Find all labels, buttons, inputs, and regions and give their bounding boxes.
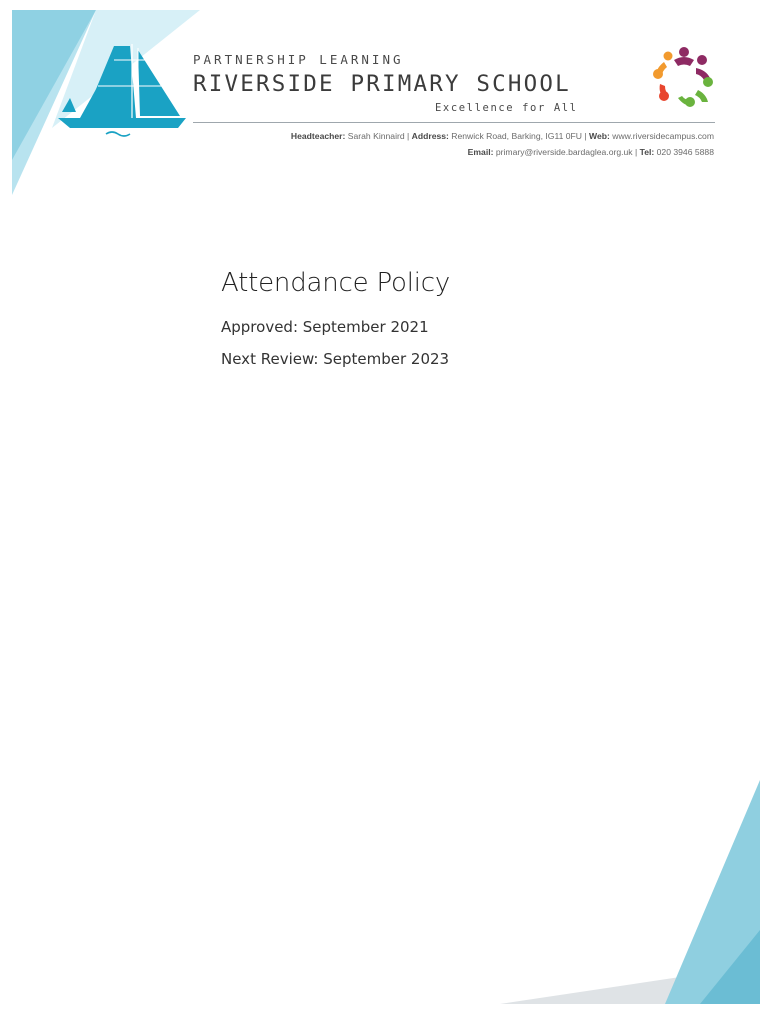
tel-label: Tel: bbox=[639, 147, 655, 157]
email-label: Email: bbox=[467, 147, 494, 157]
school-brand bbox=[193, 52, 571, 98]
web-link[interactable]: www.riversidecampus.com bbox=[612, 131, 714, 141]
next-review-date: Next Review: September 2023 bbox=[221, 350, 450, 368]
contact-line-2 bbox=[291, 144, 714, 160]
email-link[interactable]: primary@riverside.bardaglea.org.uk bbox=[495, 147, 633, 157]
school-tagline: Excellence for All bbox=[435, 102, 578, 114]
contact-line-1 bbox=[291, 128, 714, 144]
headteacher-label: Headteacher: bbox=[290, 131, 346, 141]
document-title: Attendance Policy bbox=[221, 268, 451, 298]
header-divider bbox=[193, 122, 715, 123]
separator: | bbox=[407, 131, 410, 141]
separator: | bbox=[634, 147, 638, 157]
web-label: Web: bbox=[589, 131, 610, 141]
school-name: RIVERSIDE PRIMARY SCHOOL bbox=[193, 71, 571, 97]
address-value: Renwick Road, Barking, IG11 0FU bbox=[451, 131, 582, 141]
tel-value: 020 3946 5888 bbox=[656, 147, 714, 157]
approved-date: Approved: September 2021 bbox=[221, 318, 429, 336]
people-circle-icon bbox=[650, 46, 718, 110]
contact-details bbox=[291, 128, 714, 160]
headteacher-name: Sarah Kinnaird bbox=[347, 131, 405, 141]
partnership-name: PARTNERSHIP LEARNING bbox=[193, 52, 404, 67]
separator: | bbox=[584, 131, 587, 141]
address-label: Address: bbox=[411, 131, 449, 141]
sailing-boat-icon bbox=[52, 40, 192, 140]
